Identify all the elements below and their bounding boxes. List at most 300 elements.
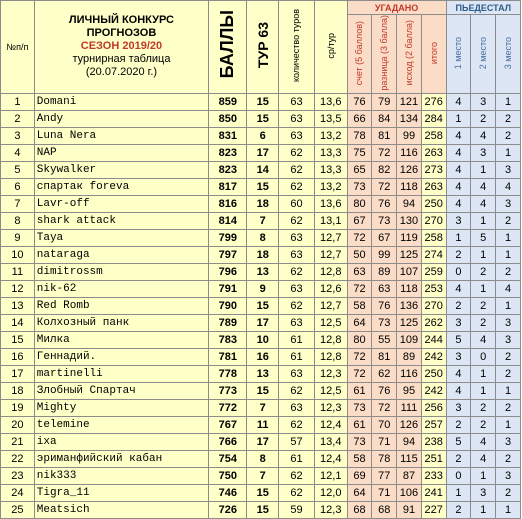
header-group-guessed: УГАДАНО (347, 1, 446, 15)
place-2-value: 1 (471, 246, 496, 263)
place-1-value: 2 (446, 297, 471, 314)
total-value: 256 (421, 399, 446, 416)
score-guessed-value: 58 (347, 297, 372, 314)
diff-guessed-value: 73 (372, 212, 397, 229)
diff-guessed-value: 71 (372, 484, 397, 501)
row-number: 4 (1, 144, 35, 161)
place-3-value: 2 (496, 127, 521, 144)
table-row (1, 144, 521, 161)
header-npp: №п/п (1, 1, 35, 94)
title-date: (20.07.2020 г.) (85, 66, 158, 79)
outcome-guessed-value: 107 (397, 263, 422, 280)
score-guessed-value: 61 (347, 382, 372, 399)
tours-count-value: 57 (278, 433, 314, 450)
outcome-guessed-value: 106 (397, 484, 422, 501)
row-number: 15 (1, 331, 35, 348)
place-3-value: 3 (496, 314, 521, 331)
place-3-value: 2 (496, 263, 521, 280)
total-value: 241 (421, 484, 446, 501)
outcome-guessed-value: 125 (397, 314, 422, 331)
tours-count-value: 63 (278, 399, 314, 416)
place-2-value: 3 (471, 93, 496, 110)
total-value: 259 (421, 263, 446, 280)
player-name: Skywalker (34, 161, 208, 178)
place-1-value: 3 (446, 399, 471, 416)
score-guessed-value: 58 (347, 450, 372, 467)
avg-value: 12,3 (314, 365, 347, 382)
diff-guessed-value: 68 (372, 501, 397, 518)
total-value: 242 (421, 382, 446, 399)
place-3-value: 2 (496, 212, 521, 229)
avg-value: 13,6 (314, 93, 347, 110)
place-1-value: 4 (446, 161, 471, 178)
row-number: 25 (1, 501, 35, 518)
tour-value: 13 (247, 263, 279, 280)
total-value: 233 (421, 467, 446, 484)
outcome-guessed-value: 87 (397, 467, 422, 484)
avg-value: 12,4 (314, 450, 347, 467)
total-value: 270 (421, 212, 446, 229)
place-2-value: 4 (471, 195, 496, 212)
player-name: Meatsich (34, 501, 208, 518)
tours-count-value: 63 (278, 93, 314, 110)
balls-value: 797 (209, 246, 247, 263)
header-place-1: 1 место (446, 15, 471, 94)
score-guessed-value: 67 (347, 212, 372, 229)
place-2-value: 1 (471, 161, 496, 178)
place-3-value: 2 (496, 348, 521, 365)
header-tours-count: количество туров (278, 1, 314, 94)
total-value: 250 (421, 365, 446, 382)
avg-value: 13,5 (314, 110, 347, 127)
score-guessed-value: 61 (347, 416, 372, 433)
total-value: 258 (421, 127, 446, 144)
diff-guessed-value: 55 (372, 331, 397, 348)
total-value: 258 (421, 229, 446, 246)
tour-value: 14 (247, 161, 279, 178)
score-guessed-value: 66 (347, 110, 372, 127)
diff-guessed-value: 76 (372, 382, 397, 399)
player-name: Lavr-off (34, 195, 208, 212)
place-2-value: 2 (471, 297, 496, 314)
player-name: эриманфийский кабан (34, 450, 208, 467)
header-place-2: 2 место (471, 15, 496, 94)
table-row (1, 348, 521, 365)
row-number: 1 (1, 93, 35, 110)
table-row (1, 195, 521, 212)
place-3-value: 1 (496, 382, 521, 399)
score-guessed-value: 72 (347, 365, 372, 382)
place-3-value: 3 (496, 433, 521, 450)
place-2-value: 3 (471, 144, 496, 161)
tour-value: 15 (247, 93, 279, 110)
table-row (1, 110, 521, 127)
balls-value: 814 (209, 212, 247, 229)
place-3-value: 3 (496, 331, 521, 348)
avg-value: 12,3 (314, 399, 347, 416)
player-name: shark attack (34, 212, 208, 229)
outcome-guessed-value: 134 (397, 110, 422, 127)
avg-value: 12,8 (314, 263, 347, 280)
table-row (1, 416, 521, 433)
total-value: 251 (421, 450, 446, 467)
balls-value: 817 (209, 178, 247, 195)
score-guessed-value: 73 (347, 178, 372, 195)
total-value: 250 (421, 195, 446, 212)
place-1-value: 4 (446, 178, 471, 195)
total-value: 274 (421, 246, 446, 263)
tours-count-value: 63 (278, 314, 314, 331)
table-row (1, 314, 521, 331)
score-guessed-value: 80 (347, 331, 372, 348)
row-number: 24 (1, 484, 35, 501)
place-2-value: 1 (471, 365, 496, 382)
place-3-value: 1 (496, 229, 521, 246)
total-value: 273 (421, 161, 446, 178)
tour-value: 8 (247, 229, 279, 246)
outcome-guessed-value: 111 (397, 399, 422, 416)
avg-value: 12,4 (314, 416, 347, 433)
table-row (1, 297, 521, 314)
diff-guessed-value: 84 (372, 110, 397, 127)
place-3-value: 2 (496, 450, 521, 467)
place-1-value: 2 (446, 416, 471, 433)
place-1-value: 0 (446, 263, 471, 280)
place-1-value: 4 (446, 195, 471, 212)
diff-guessed-value: 76 (372, 297, 397, 314)
tours-count-value: 63 (278, 127, 314, 144)
place-2-value: 1 (471, 467, 496, 484)
place-3-value: 2 (496, 399, 521, 416)
header-diff: разница (3 балла) (372, 15, 397, 94)
place-2-value: 4 (471, 450, 496, 467)
tour-value: 17 (247, 144, 279, 161)
tour-value: 6 (247, 127, 279, 144)
total-value: 284 (421, 110, 446, 127)
avg-value: 13,4 (314, 433, 347, 450)
table-row (1, 93, 521, 110)
total-value: 257 (421, 416, 446, 433)
title-line-2: ПРОГНОЗОВ (86, 27, 157, 40)
row-number: 20 (1, 416, 35, 433)
place-1-value: 4 (446, 93, 471, 110)
tour-value: 7 (247, 399, 279, 416)
outcome-guessed-value: 115 (397, 450, 422, 467)
place-2-value: 0 (471, 348, 496, 365)
tour-value: 8 (247, 450, 279, 467)
table-row (1, 331, 521, 348)
score-guessed-value: 65 (347, 161, 372, 178)
row-number: 2 (1, 110, 35, 127)
place-2-value: 2 (471, 263, 496, 280)
table-row (1, 365, 521, 382)
balls-value: 778 (209, 365, 247, 382)
balls-value: 773 (209, 382, 247, 399)
header-group-podium: ПЬЕДЕСТАЛ (446, 1, 520, 15)
score-guessed-value: 72 (347, 280, 372, 297)
player-name: nik-62 (34, 280, 208, 297)
place-2-value: 1 (471, 212, 496, 229)
outcome-guessed-value: 126 (397, 416, 422, 433)
player-name: Злобный Спартач (34, 382, 208, 399)
place-3-value: 2 (496, 484, 521, 501)
diff-guessed-value: 81 (372, 127, 397, 144)
balls-value: 791 (209, 280, 247, 297)
place-2-value: 1 (471, 382, 496, 399)
tours-count-value: 62 (278, 178, 314, 195)
tours-count-value: 61 (278, 348, 314, 365)
place-1-value: 3 (446, 212, 471, 229)
diff-guessed-value: 72 (372, 399, 397, 416)
row-number: 22 (1, 450, 35, 467)
player-name: Red Romb (34, 297, 208, 314)
diff-guessed-value: 62 (372, 365, 397, 382)
place-3-value: 2 (496, 365, 521, 382)
player-name: Геннадий. (34, 348, 208, 365)
tours-count-value: 62 (278, 467, 314, 484)
player-name: nik333 (34, 467, 208, 484)
place-3-value: 4 (496, 178, 521, 195)
title-line-1: ЛИЧНЫЙ КОНКУРС (68, 14, 175, 27)
tours-count-value: 62 (278, 161, 314, 178)
balls-value: 781 (209, 348, 247, 365)
place-1-value: 4 (446, 144, 471, 161)
player-name: Tigra_11 (34, 484, 208, 501)
tours-count-value: 62 (278, 382, 314, 399)
player-name: dimitrossm (34, 263, 208, 280)
outcome-guessed-value: 116 (397, 144, 422, 161)
diff-guessed-value: 70 (372, 416, 397, 433)
diff-guessed-value: 78 (372, 450, 397, 467)
player-name: спартак forevа (34, 178, 208, 195)
avg-value: 13,2 (314, 178, 347, 195)
row-number: 18 (1, 382, 35, 399)
balls-value: 783 (209, 331, 247, 348)
player-name: Taya (34, 229, 208, 246)
tours-count-value: 61 (278, 331, 314, 348)
standings-body (1, 93, 521, 518)
player-name: ixa (34, 433, 208, 450)
row-number: 23 (1, 467, 35, 484)
tours-count-value: 63 (278, 246, 314, 263)
outcome-guessed-value: 99 (397, 127, 422, 144)
place-3-value: 1 (496, 246, 521, 263)
player-name: nataraga (34, 246, 208, 263)
total-value: 253 (421, 280, 446, 297)
row-number: 8 (1, 212, 35, 229)
place-2-value: 5 (471, 229, 496, 246)
balls-value: 766 (209, 433, 247, 450)
avg-value: 12,3 (314, 501, 347, 518)
avg-value: 12,7 (314, 297, 347, 314)
tours-count-value: 62 (278, 263, 314, 280)
avg-value: 12,7 (314, 229, 347, 246)
avg-value: 12,6 (314, 280, 347, 297)
place-1-value: 3 (446, 314, 471, 331)
player-name: Luna Nera (34, 127, 208, 144)
row-number: 12 (1, 280, 35, 297)
row-number: 14 (1, 314, 35, 331)
table-row (1, 280, 521, 297)
row-number: 21 (1, 433, 35, 450)
total-value: 227 (421, 501, 446, 518)
outcome-guessed-value: 95 (397, 382, 422, 399)
player-name: Domani (34, 93, 208, 110)
balls-value: 767 (209, 416, 247, 433)
row-number: 9 (1, 229, 35, 246)
avg-value: 12,5 (314, 314, 347, 331)
balls-value: 746 (209, 484, 247, 501)
place-2-value: 2 (471, 110, 496, 127)
place-2-value: 1 (471, 280, 496, 297)
player-name: Mighty (34, 399, 208, 416)
balls-value: 823 (209, 144, 247, 161)
tour-value: 11 (247, 416, 279, 433)
outcome-guessed-value: 119 (397, 229, 422, 246)
place-3-value: 1 (496, 144, 521, 161)
player-name: Колхозный панк (34, 314, 208, 331)
player-name: Andy (34, 110, 208, 127)
balls-value: 772 (209, 399, 247, 416)
tour-value: 10 (247, 331, 279, 348)
score-guessed-value: 80 (347, 195, 372, 212)
tours-count-value: 63 (278, 110, 314, 127)
avg-value: 12,0 (314, 484, 347, 501)
balls-value: 726 (209, 501, 247, 518)
tour-value: 15 (247, 178, 279, 195)
player-name: telemine (34, 416, 208, 433)
row-number: 19 (1, 399, 35, 416)
outcome-guessed-value: 126 (397, 161, 422, 178)
title-line-4: турнирная таблица (72, 53, 171, 66)
place-1-value: 2 (446, 501, 471, 518)
place-2-value: 3 (471, 484, 496, 501)
diff-guessed-value: 99 (372, 246, 397, 263)
score-guessed-value: 73 (347, 399, 372, 416)
tours-count-value: 61 (278, 450, 314, 467)
title-season: СЕЗОН 2019/20 (80, 40, 163, 53)
place-2-value: 2 (471, 416, 496, 433)
table-row (1, 467, 521, 484)
tour-value: 7 (247, 212, 279, 229)
avg-value: 13,2 (314, 127, 347, 144)
avg-value: 13,1 (314, 212, 347, 229)
outcome-guessed-value: 89 (397, 348, 422, 365)
table-row (1, 450, 521, 467)
avg-value: 12,8 (314, 331, 347, 348)
balls-value: 850 (209, 110, 247, 127)
tour-value: 13 (247, 365, 279, 382)
table-row (1, 399, 521, 416)
place-3-value: 1 (496, 416, 521, 433)
tour-value: 15 (247, 501, 279, 518)
tour-value: 18 (247, 195, 279, 212)
place-3-value: 1 (496, 501, 521, 518)
header-place-3: 3 место (496, 15, 521, 94)
table-row (1, 263, 521, 280)
tour-value: 15 (247, 110, 279, 127)
header-total: итого (421, 15, 446, 94)
outcome-guessed-value: 109 (397, 331, 422, 348)
score-guessed-value: 78 (347, 127, 372, 144)
row-number: 11 (1, 263, 35, 280)
score-guessed-value: 72 (347, 229, 372, 246)
row-number: 6 (1, 178, 35, 195)
outcome-guessed-value: 118 (397, 280, 422, 297)
avg-value: 12,5 (314, 382, 347, 399)
diff-guessed-value: 73 (372, 314, 397, 331)
outcome-guessed-value: 121 (397, 93, 422, 110)
row-number: 7 (1, 195, 35, 212)
place-1-value: 4 (446, 365, 471, 382)
diff-guessed-value: 63 (372, 280, 397, 297)
tours-count-value: 63 (278, 229, 314, 246)
diff-guessed-value: 67 (372, 229, 397, 246)
table-row (1, 246, 521, 263)
table-row (1, 382, 521, 399)
total-value: 276 (421, 93, 446, 110)
score-guessed-value: 50 (347, 246, 372, 263)
score-guessed-value: 63 (347, 263, 372, 280)
place-1-value: 5 (446, 433, 471, 450)
avg-value: 13,3 (314, 144, 347, 161)
place-3-value: 1 (496, 93, 521, 110)
table-row (1, 229, 521, 246)
tour-value: 9 (247, 280, 279, 297)
table-row (1, 178, 521, 195)
player-name: NAP (34, 144, 208, 161)
place-2-value: 4 (471, 433, 496, 450)
avg-value: 13,3 (314, 161, 347, 178)
score-guessed-value: 75 (347, 144, 372, 161)
diff-guessed-value: 71 (372, 433, 397, 450)
header-score: счет (5 баллов) (347, 15, 372, 94)
outcome-guessed-value: 91 (397, 501, 422, 518)
avg-value: 12,8 (314, 348, 347, 365)
score-guessed-value: 68 (347, 501, 372, 518)
total-value: 270 (421, 297, 446, 314)
balls-value: 823 (209, 161, 247, 178)
diff-guessed-value: 77 (372, 467, 397, 484)
place-1-value: 1 (446, 484, 471, 501)
tour-value: 16 (247, 348, 279, 365)
place-2-value: 4 (471, 331, 496, 348)
row-number: 3 (1, 127, 35, 144)
tours-count-value: 62 (278, 144, 314, 161)
balls-value: 790 (209, 297, 247, 314)
avg-value: 12,7 (314, 246, 347, 263)
avg-value: 12,1 (314, 467, 347, 484)
tour-value: 17 (247, 433, 279, 450)
diff-guessed-value: 72 (372, 178, 397, 195)
score-guessed-value: 76 (347, 93, 372, 110)
row-number: 16 (1, 348, 35, 365)
place-1-value: 1 (446, 229, 471, 246)
place-3-value: 3 (496, 161, 521, 178)
score-guessed-value: 64 (347, 484, 372, 501)
place-1-value: 2 (446, 450, 471, 467)
tour-value: 15 (247, 297, 279, 314)
place-2-value: 2 (471, 314, 496, 331)
tour-value: 17 (247, 314, 279, 331)
place-2-value: 2 (471, 399, 496, 416)
place-1-value: 4 (446, 382, 471, 399)
header-balls: БАЛЛЫ (209, 1, 247, 94)
place-1-value: 0 (446, 467, 471, 484)
row-number: 10 (1, 246, 35, 263)
row-number: 5 (1, 161, 35, 178)
tour-value: 15 (247, 484, 279, 501)
